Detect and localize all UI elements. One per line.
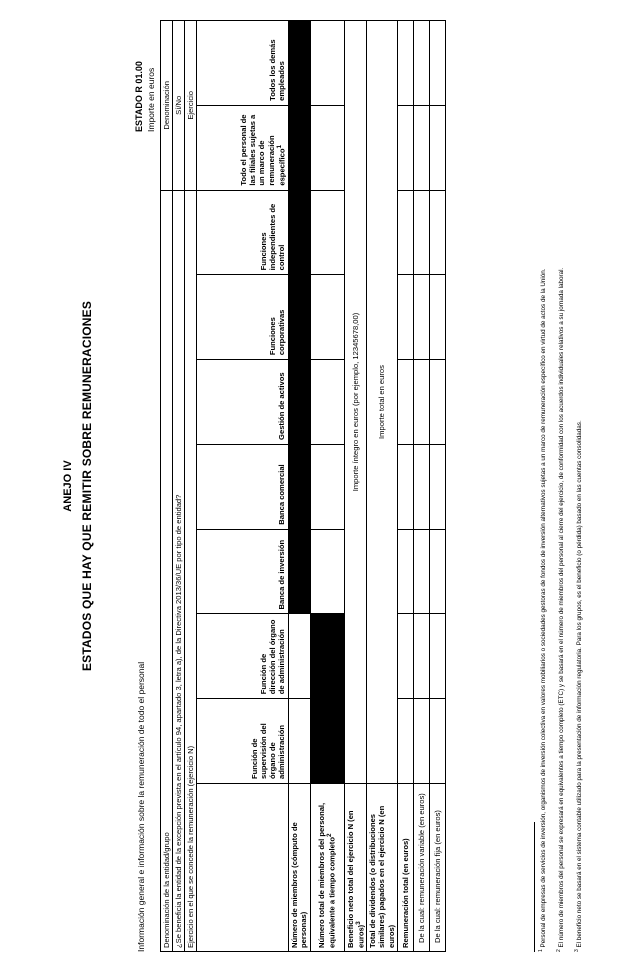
cell (310, 444, 344, 529)
entity-name-value: Denominación (161, 21, 173, 191)
row-label-variable-remuneration: De la cual: remuneración variable (en euros) (413, 784, 429, 952)
cell (413, 275, 429, 360)
cell (429, 275, 445, 360)
cell (289, 699, 310, 784)
cell (429, 529, 445, 614)
net-profit-value: Importe íntegro en euros (por ejemplo, 12345678,00) (344, 21, 367, 784)
row-label-total-remuneration: Remuneración total (en euros) (397, 784, 413, 952)
document-heading: ESTADOS QUE HAY QUE REMITIR SOBRE REMUNERACIONES (80, 300, 94, 672)
column-header-corporate-functions: Funciones corporativas (197, 275, 289, 360)
row-label-members: Número de miembros (cómputo de personas) (289, 784, 310, 952)
footnote-2-text: El número de miembros del personal se expresará en equivalentes a tiempo completo (ETC) y se basará en el número de miembros del personal al cierre del ejercicio, de conformidad con los acuerdos individuales relativos a su jornada laboral. (558, 267, 566, 948)
table-row-total-remuneration (397, 21, 413, 952)
shaded-cell (289, 21, 310, 614)
table-row-financial-year (185, 21, 197, 952)
cell (413, 190, 429, 275)
cell (429, 444, 445, 529)
row-label-entity-name: Denominación de la entidad/grupo (161, 190, 173, 951)
row-label-net-profit-text: Beneficio neto total del ejercicio N (en euros) (345, 810, 366, 948)
cell (413, 105, 429, 190)
cell (310, 360, 344, 445)
column-header-management: Función de dirección del órgano de administración (197, 614, 289, 699)
footnote-1 (538, 12, 548, 952)
cell (413, 614, 429, 699)
footnote-ref-3: 3 (354, 921, 362, 925)
table-row-fixed-remuneration (429, 21, 445, 952)
annex-title: ANEJO IV (62, 460, 74, 512)
cell (429, 360, 445, 445)
footnote-ref-2: 2 (326, 833, 334, 838)
table-row-dividends (367, 21, 397, 952)
column-header-row (197, 21, 289, 952)
financial-year-value: Ejercicio (185, 21, 197, 191)
table-row-net-profit (344, 21, 367, 952)
footnote-2 (556, 12, 566, 952)
footnote-2-number: 2 (556, 949, 562, 952)
row-label-fte (310, 784, 344, 952)
footnote-1-text: Personal de empresas de servicios de inversión, organismos de inversión colectiva en valores mobiliarios o sociedades gestoras de fondos de inversión alternativos sujetas a un marco de remuneración específico en virtud de actos de la Unión. (540, 268, 548, 948)
dividends-value: Importe total en euros (367, 21, 397, 784)
footnote-3 (574, 12, 584, 952)
cell (310, 275, 344, 360)
cell (310, 21, 344, 106)
cell (310, 190, 344, 275)
cell (429, 190, 445, 275)
cell (413, 444, 429, 529)
cell (289, 614, 310, 699)
footnote-1-number: 1 (538, 949, 544, 952)
footnote-divider (534, 822, 535, 952)
row-label-fixed-remuneration: De la cual: remuneración fija (en euros) (429, 784, 445, 952)
cell (397, 444, 413, 529)
row-label-dividends: Total de dividendos (o distribuciones similares) pagados en el ejercicio N (en euros) (367, 784, 397, 952)
column-header-supervision: Función de supervisión del órgano de administración (197, 699, 289, 784)
column-header-investment-banking: Banca de inversión (197, 529, 289, 614)
header-empty-cell (197, 784, 289, 952)
cell (397, 360, 413, 445)
cell (413, 529, 429, 614)
cell (413, 21, 429, 106)
table-row-exception (173, 21, 185, 952)
row-label-fte-text: Número total de miembros del personal, equivalente a tiempo completo (317, 802, 337, 948)
cell (397, 614, 413, 699)
row-label-net-profit (344, 784, 367, 952)
cell (429, 21, 445, 106)
cell (413, 360, 429, 445)
cell (429, 105, 445, 190)
cell (397, 275, 413, 360)
cell (397, 105, 413, 190)
cell (310, 529, 344, 614)
cell (397, 21, 413, 106)
table-row-entity-name (161, 21, 173, 952)
exception-value: Sí/No (173, 21, 185, 191)
column-header-control-functions: Funciones independientes de control (197, 190, 289, 275)
column-header-asset-management: Gestión de activos (197, 360, 289, 445)
row-label-financial-year: Ejercicio en el que se concede la remuneración (ejercicio N) (185, 190, 197, 951)
footnote-3-text: El beneficio neto se basará en el sistema contable utilizado para la presentación de información regulatoria. Para los grupos, es el beneficio (o pérdida) basado en las cuentas consolidadas. (576, 420, 584, 948)
shaded-cell (310, 614, 344, 784)
table-row-variable-remuneration (413, 21, 429, 952)
remuneration-table (160, 20, 446, 952)
row-label-exception: ¿Se beneficia la entidad de la excepción prevista en el artículo 94, apartado 3, letra a), de la Directiva 2013/36/UE por tipo de entidad? (173, 190, 185, 951)
cell (397, 529, 413, 614)
state-code: ESTADO R 01.00 (134, 61, 144, 132)
column-header-retail-banking: Banca comercial (197, 444, 289, 529)
cell (413, 699, 429, 784)
column-header-other-staff: Todos los demás empleados (197, 21, 289, 106)
cell (397, 190, 413, 275)
cell (310, 105, 344, 190)
table-row-fte (310, 21, 344, 952)
table-row-members (289, 21, 310, 952)
column-header-subsidiaries-staff (197, 105, 289, 190)
cell (397, 699, 413, 784)
info-line: Información general e información sobre la remuneración de todo el personal (136, 661, 146, 952)
cell (429, 699, 445, 784)
cell (429, 614, 445, 699)
column-header-subsidiaries-text: Todo el personal de las filiales sujetas a un marco de remuneración específico (239, 114, 287, 186)
footnote-ref-1: 1 (275, 144, 283, 149)
footnote-3-number: 3 (574, 949, 580, 952)
amounts-note: Importe en euros (146, 67, 156, 132)
